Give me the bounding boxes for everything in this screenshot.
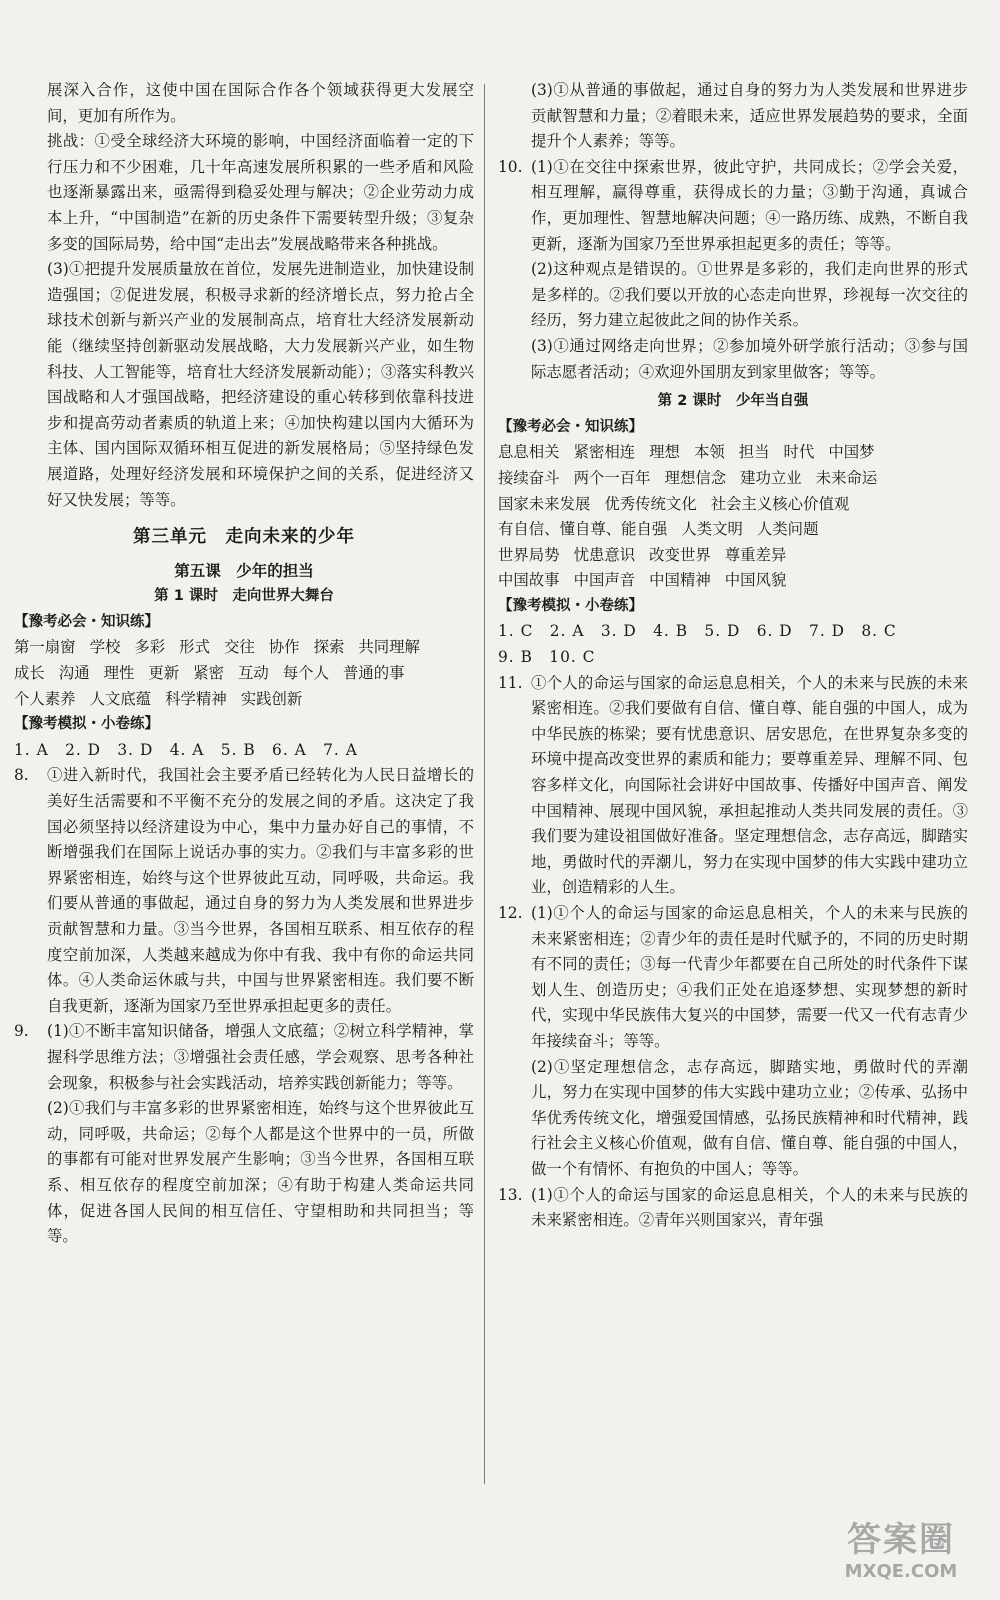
keyword: 普通的事 [342, 664, 405, 683]
question-answer: ①个人的命运与国家的命运息息相关，个人的未来与民族的未来紧密相连。②我们要做有自信、懂自尊、能自强的中国人，成为中华民族的栋梁；要有忧患意识、居安思危，在世界复杂多变的环境中提高改变世界的素质和能力；要尊重差异、理解不同、包容多样文化，向国际社会讲好中国故事、传播好中国声音、阐发中国精神、展现中国风貌，承担起推动人类共同发展的责任。③我们要为建设祖国做好准备。坚定理想信念，志存高远，脚踏实地，勇做时代的弄潮儿，努力在实现中国梦的伟大实践中建功立业，创造精彩的人生。 [531, 673, 968, 897]
keyword-line [498, 568, 968, 594]
question-answer: (1)①个人的命运与国家的命运息息相关，个人的未来与民族的未来紧密相连。②青年兴则国家兴，青年强 [531, 1185, 968, 1230]
keyword: 理想信念 [664, 468, 727, 487]
question-answer: ①进入新时代，我国社会主要矛盾已经转化为人民日益增长的美好生活需要和不平衡不充分的发展之间的矛盾。这决定了我国必须坚持以经济建设为中心，集中力量办好自己的事情，不断增强我们在国际上说话办事的实力。②我们与丰富多彩的世界紧密相连，始终与这个世界彼此互动，同呼吸，共命运。我们要从普通的事做起，通过自身的努力为人类发展和世界进步贡献智慧和力量。③当今世界，各国相互联系、相互依存的程度空前加深，人类越来越成为你中有我、我中有你的命运共同体。④人类命运休戚与共，中国与世界紧密相连。我们要不断自我更新，逐渐为国家乃至世界承担起更多的责任。 [47, 766, 474, 1015]
section-heading-knowledge: 【豫考必会・知识练】 [498, 418, 643, 435]
choice-answers: 1. C 2. A 3. D 4. B 5. D 6. D 7. D 8. C [498, 622, 897, 641]
keyword: 人类问题 [756, 520, 819, 539]
keyword: 世界局势 [498, 545, 560, 564]
keyword: 理想 [649, 443, 680, 462]
keyword: 中国梦 [828, 443, 875, 462]
question-answer: (1)①不断丰富知识储备，增强人文底蕴；②树立科学精神，掌握科学思维方法；③增强社会责任感，学会观察、思考各种社会现象，积极参与社会实践活动，培养实践创新能力；等等。 [47, 1022, 474, 1092]
keyword: 两个一百年 [573, 468, 651, 487]
keyword: 多彩 [134, 638, 166, 657]
period-title: 第 2 课时 少年当自强 [657, 393, 809, 410]
keyword-line [498, 466, 968, 492]
watermark-url: MXQE.COM [844, 1561, 958, 1582]
paragraph: (2)这种观点是错误的。①世界是多彩的，我们走向世界的形式是多样的。②我们要以开放的心态走向世界，珍视每一次交往的经历，努力建立起彼此之间的协作关系。 [531, 260, 968, 330]
keyword: 第一扇窗 [14, 638, 76, 657]
keyword: 交往 [223, 638, 255, 657]
period-title: 第 1 课时 走向世界大舞台 [154, 588, 334, 605]
keyword: 互动 [237, 664, 269, 683]
keyword: 优秀传统文化 [604, 494, 697, 513]
keyword: 社会主义核心价值观 [710, 494, 850, 513]
paragraph: (3)①从普通的事做起，通过自身的努力为人类发展和世界进步贡献智慧和力量；②着眼未来，适应世界发展趋势的要求，全面提升个人素养；等等。 [531, 81, 968, 151]
paragraph: (2)①坚定理想信念，志存高远，脚踏实地，勇做时代的弄潮儿，努力在实现中国梦的伟大实践中建功立业；②传承、弘扬中华优秀传统文化，增强爱国情感，弘扬民族精神和时代精神，践行社会主义核心价值观，做有自信、懂自尊、能自强的中国人，做一个有情怀、有抱负的中国人；等等。 [531, 1057, 968, 1178]
question-number: 11. [498, 673, 523, 692]
keyword: 共同理解 [358, 638, 420, 657]
keyword: 时代 [783, 443, 815, 462]
question-8 [14, 763, 474, 1019]
keyword: 每个人 [282, 664, 329, 683]
keyword: 有自信、懂自尊、能自强 [498, 520, 668, 539]
keyword: 实践创新 [240, 689, 303, 708]
question-number: 9. [14, 1022, 29, 1041]
keyword-line [498, 543, 968, 569]
choice-answers: 1. A 2. D 3. D 4. A 5. B 6. A 7. A [14, 740, 358, 759]
keyword: 科学精神 [165, 689, 227, 708]
section-heading-mock: 【豫考模拟・小卷练】 [498, 597, 643, 614]
lesson-title: 第五课 少年的担当 [174, 561, 314, 580]
keyword: 担当 [738, 443, 770, 462]
keyword: 接续奋斗 [498, 468, 560, 487]
paragraph: (3)①通过网络走向世界；②参加境外研学旅行活动；③参与国际志愿者活动；④欢迎外国朋友到家里做客；等等。 [531, 336, 968, 381]
keyword: 紧密相连 [573, 443, 636, 462]
keyword-line [498, 440, 968, 466]
keyword: 形式 [179, 638, 210, 657]
section-heading-knowledge: 【豫考必会・知识练】 [14, 613, 159, 630]
question-number: 12. [498, 904, 523, 922]
question-answer: (1)①个人的命运与国家的命运息息相关，个人的未来与民族的未来紧密相连；②青少年的责任是时代赋予的，不同的历史时期有不同的责任；③每一代青少年都要在自己所处的时代条件下谋划人生、创造历史；④我们正处在追逐梦想、实现梦想的新时代，实现中华民族伟大复兴的中国梦，需要一代又一代有志青少年接续奋斗；等等。 [531, 904, 968, 1050]
keyword: 中国声音 [573, 571, 636, 590]
keyword: 人类文明 [681, 520, 743, 539]
question-9 [14, 1019, 474, 1096]
keyword: 沟通 [58, 664, 90, 683]
keyword: 改变世界 [649, 545, 711, 564]
keyword: 息息相关 [498, 443, 560, 462]
keyword: 探索 [313, 638, 345, 657]
paragraph: 展深入合作，这使中国在国际合作各个领域获得更大发展空间，更加有所作为。 [47, 81, 474, 125]
keyword: 成长 [14, 664, 45, 683]
column-divider [484, 84, 485, 1484]
paragraph: 挑战：①受全球经济大环境的影响，中国经济面临着一定的下行压力和不少困难，几十年高速发展所积累的一些矛盾和风险也逐渐暴露出来，亟需得到稳妥处理与解决；②企业劳动力成本上升，“中国制造”在新的历史条件下需要转型升级；③复杂多变的国际局势，给中国“走出去”发展战略带来各种挑战。 [47, 132, 474, 253]
section-heading-mock: 【豫考模拟・小卷练】 [14, 716, 159, 733]
keyword: 协作 [268, 638, 300, 657]
keyword: 更新 [148, 664, 180, 683]
question-12 [498, 901, 968, 1055]
choice-answers: 9. B 10. C [498, 648, 596, 667]
unit-title: 第三单元 走向未来的少年 [133, 527, 355, 548]
keyword: 中国精神 [649, 571, 711, 590]
keyword-line [498, 492, 968, 518]
keyword: 理性 [103, 664, 135, 683]
question-11 [498, 671, 968, 901]
keyword: 中国风貌 [724, 571, 787, 590]
paragraph: (3)①把提升发展质量放在首位，发展先进制造业，加快建设制造强国；②促进发展，积极寻求新的经济增长点，努力抢占全球技术创新与新兴产业的发展制高点，培育壮大经济发展新动能（继续坚持创新驱动发展战略，大力发展新兴产业，如生物科技、人工智能等，培育壮大经济发展新动能）；③落实科教兴国战略和人才强国战略，把经济建设的重心转移到依靠科技进步和提高劳动者素质的轨道上来；④加快构建以国内大循环为主体、国内国际双循环相互促进的新发展格局；⑤坚持绿色发展道路，处理好经济发展和环境保护之间的关系，促进经济又好又快发展；等等。 [47, 260, 474, 509]
keyword: 国家未来发展 [498, 494, 591, 513]
watermark-text: 答案圈 [847, 1520, 955, 1560]
question-number: 10. [498, 157, 523, 176]
keyword: 紧密 [193, 664, 224, 683]
keyword: 建功立业 [740, 468, 802, 487]
keyword-list [14, 635, 474, 712]
keyword: 学校 [89, 638, 121, 657]
paragraph: (2)①我们与丰富多彩的世界紧密相连，始终与这个世界彼此互动，同呼吸，共命运；②每个人都是这个世界中的一员，所做的事都有可能对世界发展产生影响；③当今世界，各国相互联系、相互依存的程度空前加深；④有助于构建人类命运共同体，促进各国人民间的相互信任、守望相助和共同担当；等等。 [47, 1099, 474, 1246]
question-answer: (1)①在交往中探索世界，彼此守护，共同成长；②学会关爱，相互理解，赢得尊重，获得成长的力量；③勤于沟通，真诚合作，更加理性、智慧地解决问题；④一路历练、成熟，不断自我更新，逐渐为国家乃至世界承担起更多的责任；等等。 [531, 157, 968, 253]
question-number: 8. [14, 766, 29, 785]
watermark-logo [826, 1512, 976, 1582]
question-10 [498, 155, 968, 257]
keyword: 忧患意识 [573, 545, 636, 564]
keyword-line [498, 517, 968, 543]
keyword: 尊重差异 [724, 545, 787, 564]
keyword: 人文底蕴 [89, 689, 152, 708]
question-13 [498, 1183, 968, 1234]
keyword: 个人素养 [14, 689, 76, 708]
question-number: 13. [498, 1185, 523, 1204]
keyword: 本领 [693, 443, 725, 462]
keyword: 未来命运 [815, 468, 878, 487]
keyword: 中国故事 [498, 571, 560, 590]
left-column [14, 78, 474, 1250]
right-column [498, 78, 968, 1234]
